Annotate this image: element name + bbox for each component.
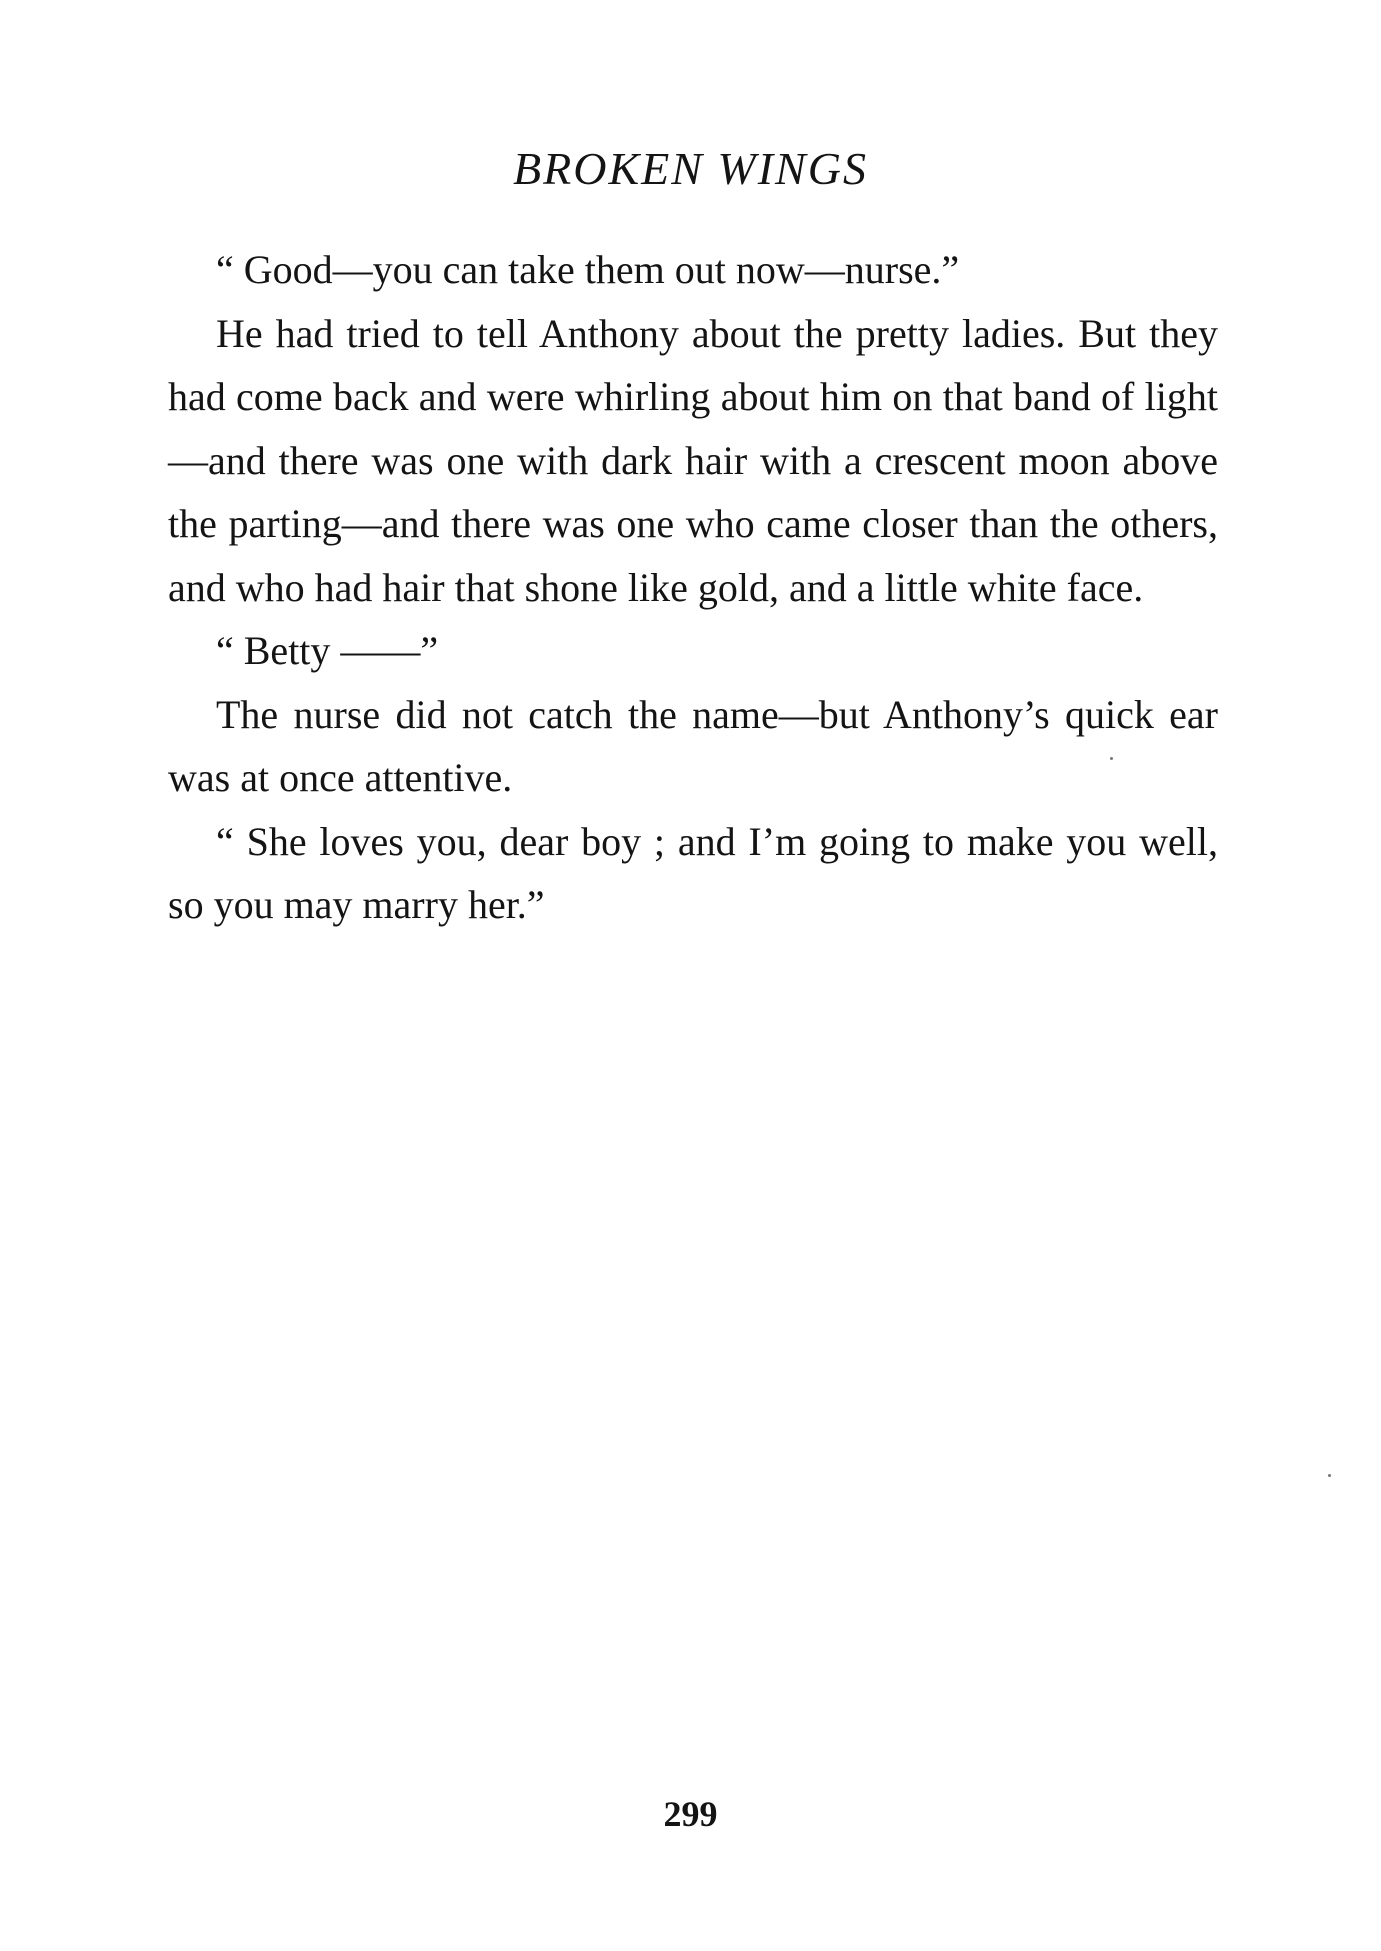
paragraph: The nurse did not catch the name—but Anthony’s quick ear was at once attentive. (168, 691, 1218, 800)
running-head: BROKEN WINGS (513, 143, 868, 194)
scan-speck (1110, 757, 1113, 760)
paragraph: “ Betty ——” (216, 628, 439, 673)
paragraph: He had tried to tell Anthony about the pretty ladies. But they had come back and were whirling about him on that band of light—and there was one with dark hair with a crescent moon above the parting—and there was one who came closer than the others, and who had hair that shone like gold, and a little white face. (168, 310, 1218, 610)
page-number: 299 (663, 1794, 718, 1834)
paragraph: “ She loves you, dear boy ; and I’m going to make you well, so you may marry her.” (168, 818, 1218, 927)
scan-speck (1328, 1474, 1331, 1477)
paragraph: “ Good—you can take them out now—nurse.” (216, 247, 960, 292)
body-text (168, 238, 1218, 937)
